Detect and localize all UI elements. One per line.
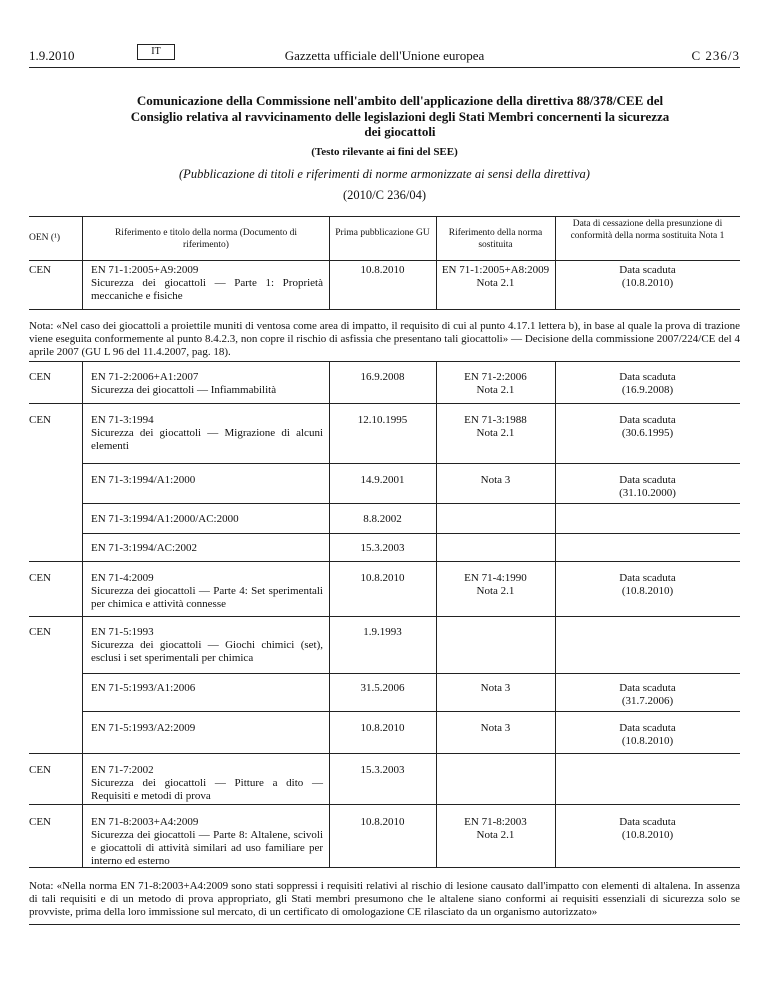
header-rule [29, 67, 740, 68]
standards-table-body [29, 361, 740, 867]
publication-line: (Pubblicazione di titoli e riferimenti di norme armonizzate ai sensi della direttiva) [179, 167, 590, 181]
document-subtitle: (Testo rilevante ai fini del SEE) [311, 146, 458, 158]
document-title: Comunicazione della Commissione nell'ambito dell'applicazione della direttiva 88/378/CEE del Consiglio relativa al ravvicinamento delle legislazioni degli Stati Membri concernenti la sicurezza dei giocattoli [130, 93, 670, 139]
col-header-cessation: Data di cessazione della presunzione di conformità della norma sostituita Nota 1 [570, 219, 725, 241]
reference-cell: EN 71-3:1994/AC:2002 [91, 542, 198, 554]
note-paragraph: Nota: «Nella norma EN 71-8:2003+A4:2009 sono stati soppressi i requisiti relativi al rischio di lesione causato dall'impatto con elementi di altalena. In assenza di tali requisiti e di un metodo di prova appropriato, gli Stati membri presumono che le altalene siano conformi ai requisiti essenziali di sicurezza solo se provviste, prima della loro immissione sul mercato, di un certificato di omologazione CE rilasciato da un organismo autorizzato» [29, 880, 740, 918]
replaced-cell: EN 71-1:2005+A8:2009 Nota 2.1 [441, 264, 550, 289]
replaced-cell: Nota 3 [480, 722, 511, 734]
reference-cell: EN 71-7:2002 Sicurezza dei giocattoli — Pitture a dito — Requisiti e metodi di prova [91, 764, 323, 802]
cessation-cell: Data scaduta (10.8.2010) [619, 572, 676, 597]
reference-cell: EN 71-4:2009 Sicurezza dei giocattoli — Parte 4: Set sperimentali per chimica e attività connesse [91, 572, 323, 610]
language-badge: IT [137, 44, 175, 60]
reference-cell: EN 71-3:1994/A1:2000 [91, 474, 196, 486]
col-header-oen: OEN (¹) [29, 233, 61, 243]
replaced-cell: Nota 3 [480, 682, 511, 694]
publication-cell: 8.8.2002 [363, 513, 402, 525]
cessation-cell: Data scaduta (10.8.2010) [619, 722, 676, 747]
replaced-cell: EN 71-4:1990 Nota 2.1 [464, 572, 527, 597]
col-header-replaced: Riferimento della norma sostituita [448, 228, 543, 250]
oen-cell: CEN [29, 572, 51, 584]
oen-cell: CEN [29, 626, 51, 638]
replaced-cell: Nota 3 [480, 474, 511, 486]
cessation-cell: Data scaduta (31.10.2000) [619, 474, 676, 499]
reference-cell: EN 71-5:1993/A2:2009 [91, 722, 196, 734]
reference-cell: EN 71-5:1993/A1:2006 [91, 682, 196, 694]
replaced-cell: EN 71-2:2006 Nota 2.1 [464, 371, 527, 396]
oen-cell: CEN [29, 764, 51, 776]
journal-title: Gazzetta ufficiale dell'Unione europea [284, 48, 485, 63]
publication-cell: 12.10.1995 [357, 414, 408, 426]
publication-cell: 31.5.2006 [360, 682, 405, 694]
publication-cell: 16.9.2008 [360, 371, 405, 383]
publication-cell: 10.8.2010 [360, 722, 405, 734]
oen-cell: CEN [29, 816, 51, 828]
cessation-cell: Data scaduta (10.8.2010) [619, 816, 676, 841]
page-header [29, 48, 740, 68]
reference-cell: EN 71-5:1993 Sicurezza dei giocattoli — Giochi chimici (set), esclusi i set sperimentali per chimica [91, 626, 323, 664]
standards-table-head [29, 216, 740, 310]
reference-cell: EN 71-2:2006+A1:2007 Sicurezza dei giocattoli — Infiammabilità [91, 371, 277, 396]
oen-cell: CEN [29, 371, 51, 383]
col-header-first-publication: Prima pubblicazione GU [335, 228, 430, 238]
cessation-cell: Data scaduta (16.9.2008) [619, 371, 676, 396]
reference-cell: EN 71-8:2003+A4:2009 Sicurezza dei giocattoli — Parte 8: Altalene, scivoli e giocattoli di attività similari ad uso familiare per interno ed esterno [91, 816, 323, 867]
publication-cell: 10.8.2010 [360, 816, 405, 828]
note-paragraph: Nota: «Nel caso dei giocattoli a proiettile muniti di ventosa come area di impatto, il requisito di cui al punto 4.17.1 lettera b), in base al quale la prova di trazione viene eseguita conformemente al punto 8.4.2.3, non copre il rischio di asfissia che presentano tali giocattoli» — Decisione della commissione 2007/224/CE del 4 aprile 2007 (GU L 96 del 11.4.2007, pag. 18). [29, 320, 740, 358]
publication-cell: 10.8.2010 [360, 264, 405, 276]
document-code: (2010/C 236/04) [343, 188, 426, 202]
replaced-cell: EN 71-3:1988 Nota 2.1 [464, 414, 527, 439]
reference-cell: EN 71-3:1994 Sicurezza dei giocattoli — Migrazione di alcuni elementi [91, 414, 323, 452]
reference-cell: EN 71-1:2005+A9:2009 Sicurezza dei giocattoli — Parte 1: Proprietà meccaniche e fisiche [91, 264, 323, 302]
cessation-cell: Data scaduta (30.6.1995) [619, 414, 676, 439]
col-header-reference: Riferimento e titolo della norma (Documento di riferimento) [114, 228, 298, 250]
publication-cell: 1.9.1993 [363, 626, 402, 638]
header-date: 1.9.2010 [29, 48, 75, 63]
replaced-cell: EN 71-8:2003 Nota 2.1 [464, 816, 527, 841]
publication-cell: 15.3.2003 [360, 764, 405, 776]
publication-cell: 10.8.2010 [360, 572, 405, 584]
cessation-cell: Data scaduta (31.7.2006) [619, 682, 676, 707]
publication-cell: 14.9.2001 [360, 474, 405, 486]
oen-cell: CEN [29, 264, 51, 276]
oen-cell: CEN [29, 414, 51, 426]
journal-reference: C 236/3 [691, 48, 740, 63]
reference-cell: EN 71-3:1994/A1:2000/AC:2000 [91, 513, 239, 525]
footer-rule [29, 924, 740, 925]
cessation-cell: Data scaduta (10.8.2010) [619, 264, 676, 289]
publication-cell: 15.3.2003 [360, 542, 405, 554]
